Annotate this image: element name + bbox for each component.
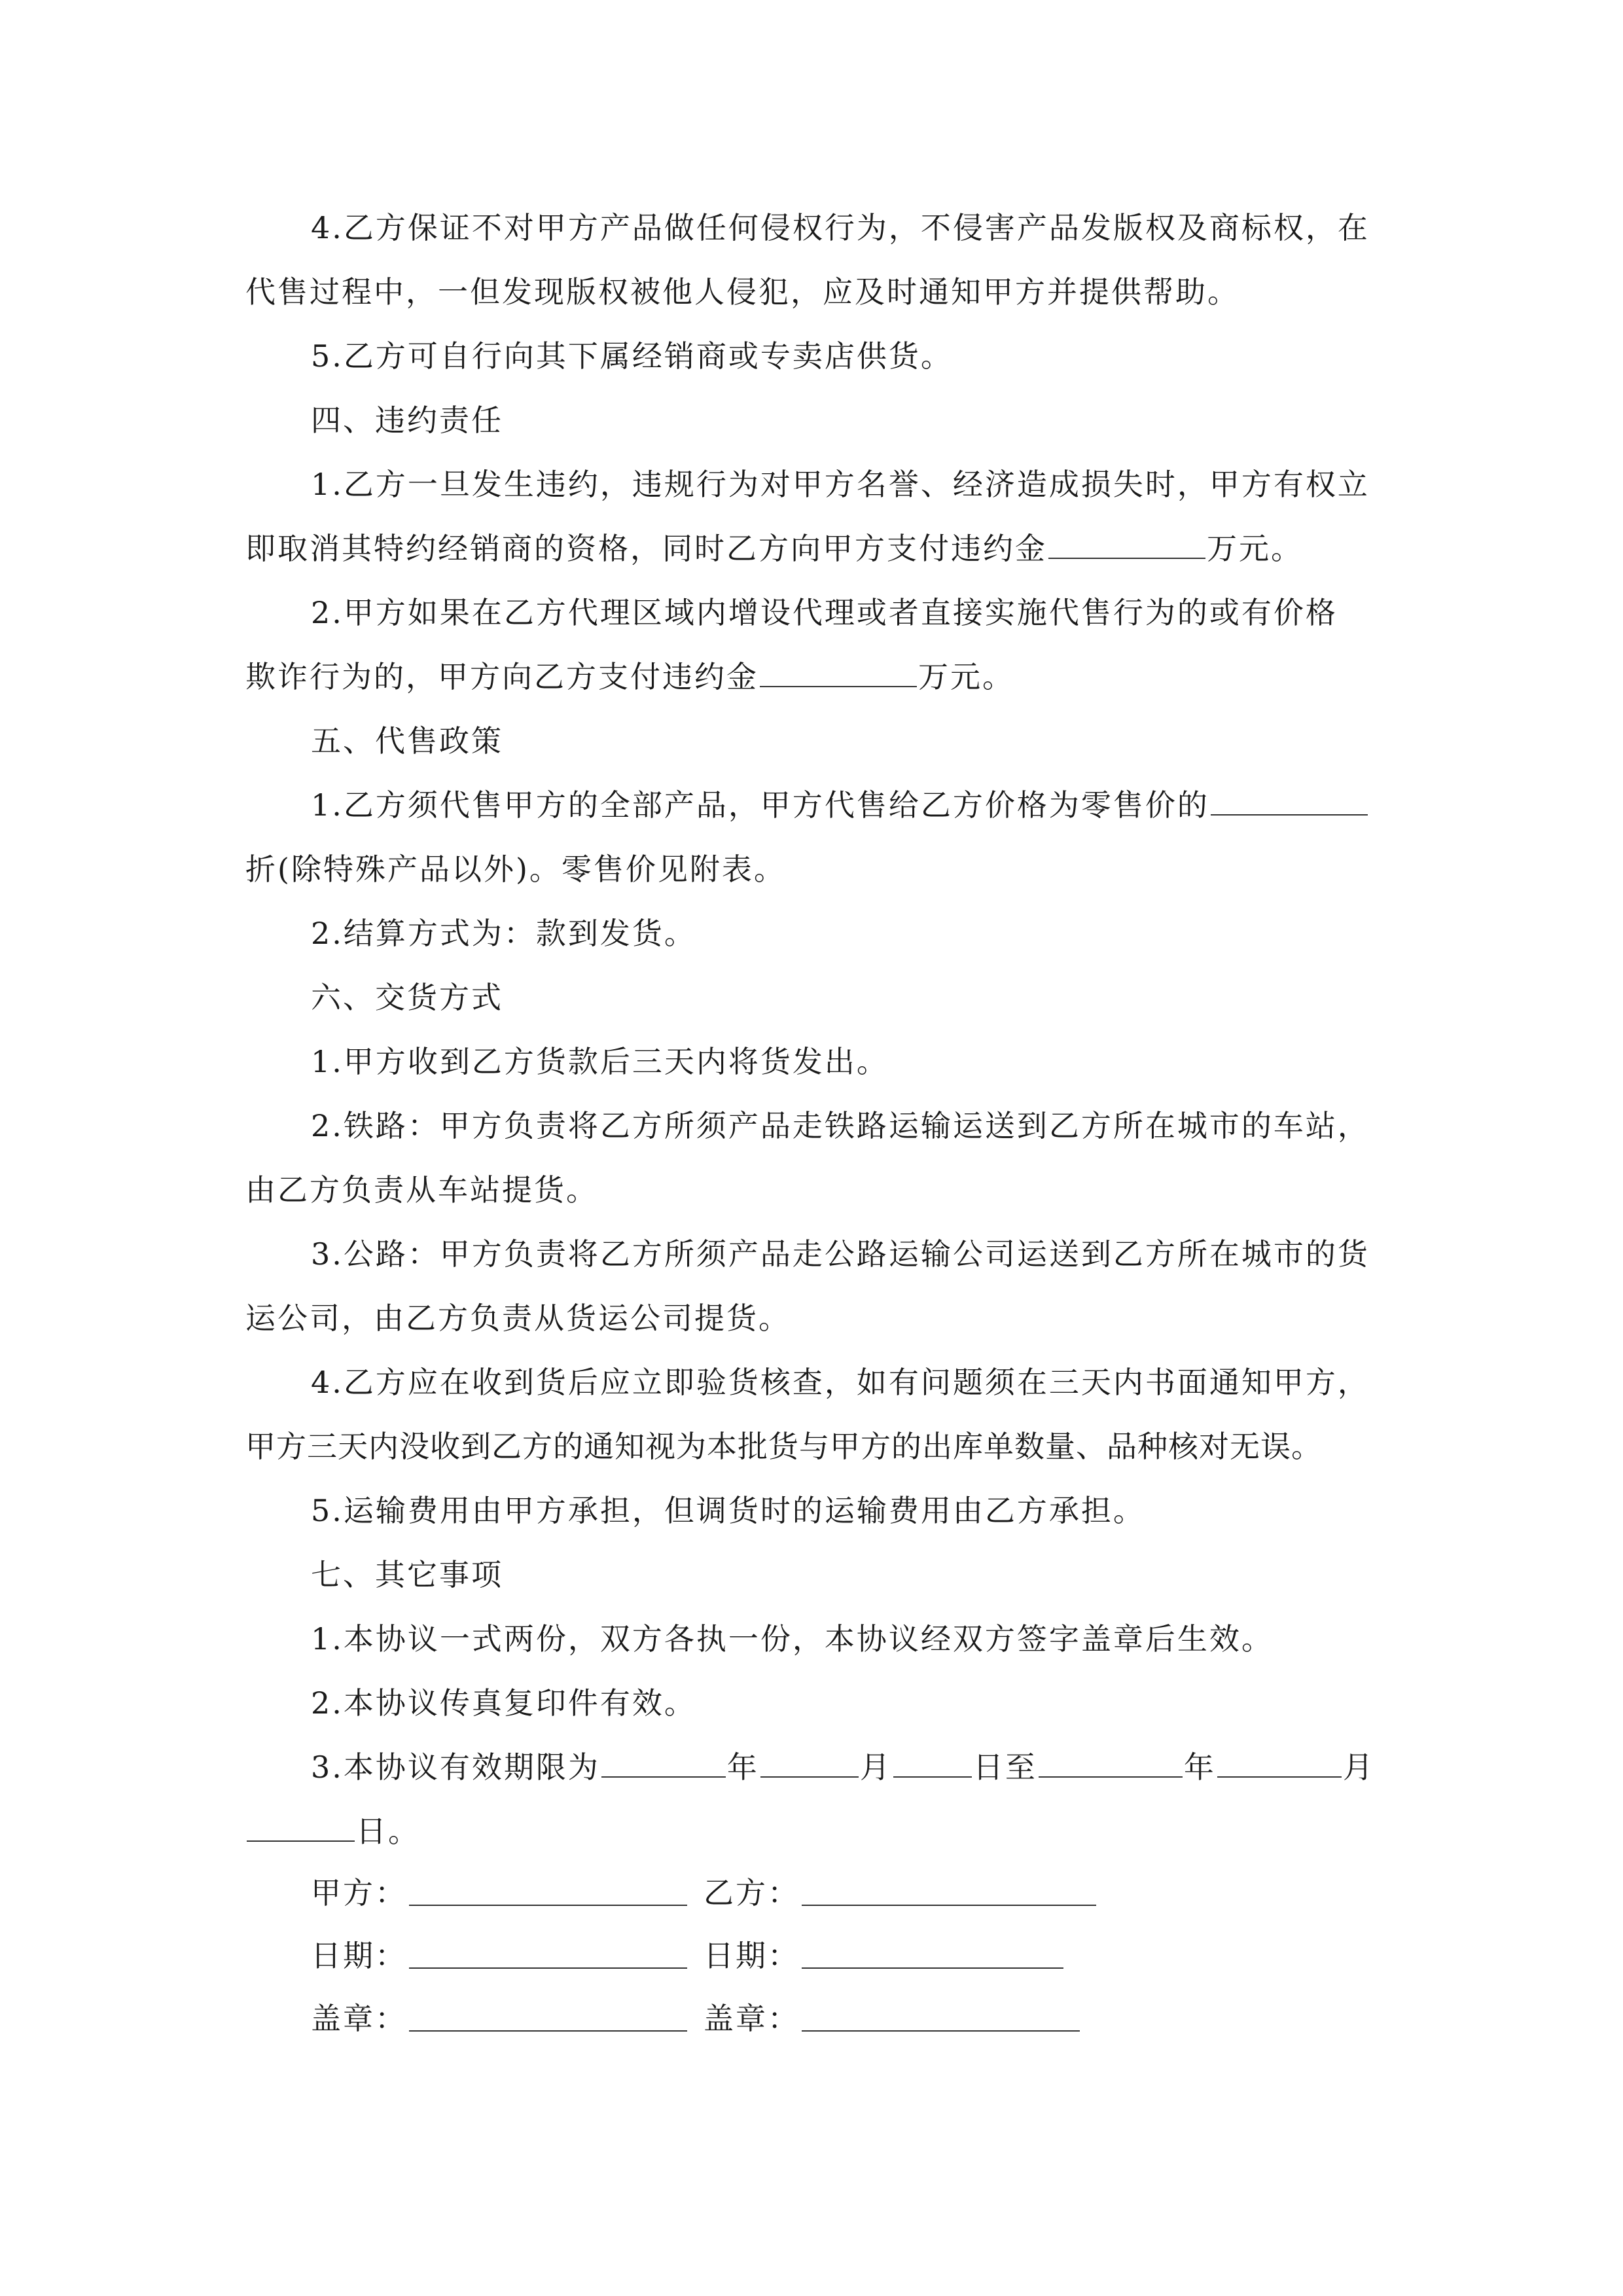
clause-4-2-text: 欺诈行为的，甲方向乙方支付违约金 — [245, 659, 758, 694]
clause-3-5: 5.乙方可自行向其下属经销商或专卖店供货。 — [311, 338, 953, 374]
clause-6-1: 1.甲方收到乙方货款后三天内将货发出。 — [311, 1044, 889, 1079]
section-heading-6: 六、交货方式 — [311, 980, 503, 1015]
party-a-signature-line[interactable] — [409, 1903, 687, 1906]
clause-6-4-line-1: 4.乙方应在收到货后应立即验货核查，如有问题须在三天内书面通知甲方， — [311, 1365, 1370, 1400]
end-day-blank[interactable] — [247, 1812, 355, 1842]
seal-b-label: 盖章： — [704, 2001, 800, 2036]
date-b-label: 日期： — [704, 1938, 800, 1973]
penalty-amount-blank-a[interactable] — [760, 657, 917, 687]
clause-7-3-line-2 — [245, 1812, 420, 1851]
clause-7-3-text: 3.本协议有效期限为 — [311, 1749, 600, 1785]
clause-6-2-line-2: 由乙方负责从车站提货。 — [245, 1172, 598, 1208]
clause-4-1-line-2 — [245, 529, 1303, 568]
end-year-blank[interactable] — [1039, 1748, 1183, 1778]
clause-4-1-text: 即取消其特约经销商的资格，同时乙方向甲方支付违约金 — [245, 531, 1047, 566]
clause-6-5: 5.运输费用由甲方承担，但调货时的运输费用由乙方承担。 — [311, 1493, 1145, 1528]
clause-4-2-line-1: 2.甲方如果在乙方代理区域内增设代理或者直接实施代售行为的或有价格 — [311, 595, 1338, 630]
clause-3-4-line-2: 代售过程中，一但发现版权被他人侵犯，应及时通知甲方并提供帮助。 — [245, 274, 1240, 310]
seal-b-line[interactable] — [802, 2029, 1080, 2032]
clause-6-3-line-2: 运公司，由乙方负责从货运公司提货。 — [245, 1300, 791, 1336]
clause-7-1: 1.本协议一式两份，双方各执一份，本协议经双方签字盖章后生效。 — [311, 1621, 1274, 1657]
party-a-label: 甲方： — [311, 1875, 407, 1910]
clause-6-3-line-1: 3.公路：甲方负责将乙方所须产品走公路运输公司运送到乙方所在城市的货 — [311, 1236, 1370, 1272]
clause-4-1-unit: 万元。 — [1207, 531, 1303, 566]
discount-blank[interactable] — [1211, 785, 1368, 816]
clause-4-2-unit: 万元。 — [918, 659, 1014, 694]
date-b-line[interactable] — [802, 1966, 1063, 1969]
clause-5-1-text: 1.乙方须代售甲方的全部产品，甲方代售给乙方价格为零售价的 — [311, 787, 1209, 823]
clause-6-2-line-1: 2.铁路：甲方负责将乙方所须产品走铁路运输运送到乙方所在城市的车站， — [311, 1108, 1370, 1143]
section-heading-4: 四、违约责任 — [311, 403, 503, 438]
seal-a-label: 盖章： — [311, 2001, 407, 2036]
party-b-signature-line[interactable] — [802, 1903, 1096, 1906]
clause-3-4-line-1: 4.乙方保证不对甲方产品做任何侵权行为，不侵害产品发版权及商标权，在 — [311, 210, 1370, 245]
clause-5-2: 2.结算方式为：款到发货。 — [311, 916, 696, 951]
end-day-label: 日。 — [356, 1814, 420, 1849]
section-heading-7: 七、其它事项 — [311, 1557, 503, 1592]
date-a-line[interactable] — [409, 1966, 687, 1969]
clause-5-1-line-2: 折(除特殊产品以外)。零售价见附表。 — [245, 852, 786, 887]
start-year-label: 年 — [726, 1749, 759, 1785]
end-year-label: 年 — [1183, 1749, 1216, 1785]
date-a-label: 日期： — [311, 1938, 407, 1973]
clause-4-2-line-2 — [245, 657, 1014, 696]
start-day-blank[interactable] — [893, 1748, 972, 1778]
clause-7-3-line-1 — [311, 1748, 1375, 1787]
party-b-label: 乙方： — [704, 1875, 800, 1910]
start-month-label: 月 — [859, 1749, 892, 1785]
clause-4-1-line-1: 1.乙方一旦发生违约，违规行为对甲方名誉、经济造成损失时，甲方有权立 — [311, 467, 1370, 502]
end-month-blank[interactable] — [1217, 1748, 1342, 1778]
section-heading-5: 五、代售政策 — [311, 723, 503, 759]
clause-6-4-line-2: 甲方三天内没收到乙方的通知视为本批货与甲方的出库单数量、品种核对无误。 — [245, 1429, 1322, 1464]
start-year-blank[interactable] — [601, 1748, 726, 1778]
seal-a-line[interactable] — [409, 2029, 687, 2032]
clause-5-1-line-1 — [311, 785, 1369, 825]
start-month-blank[interactable] — [760, 1748, 859, 1778]
end-month-label: 月 — [1342, 1749, 1375, 1785]
start-day-label: 日至 — [972, 1749, 1037, 1785]
clause-7-2: 2.本协议传真复印件有效。 — [311, 1685, 696, 1721]
penalty-amount-blank-b[interactable] — [1048, 529, 1205, 559]
